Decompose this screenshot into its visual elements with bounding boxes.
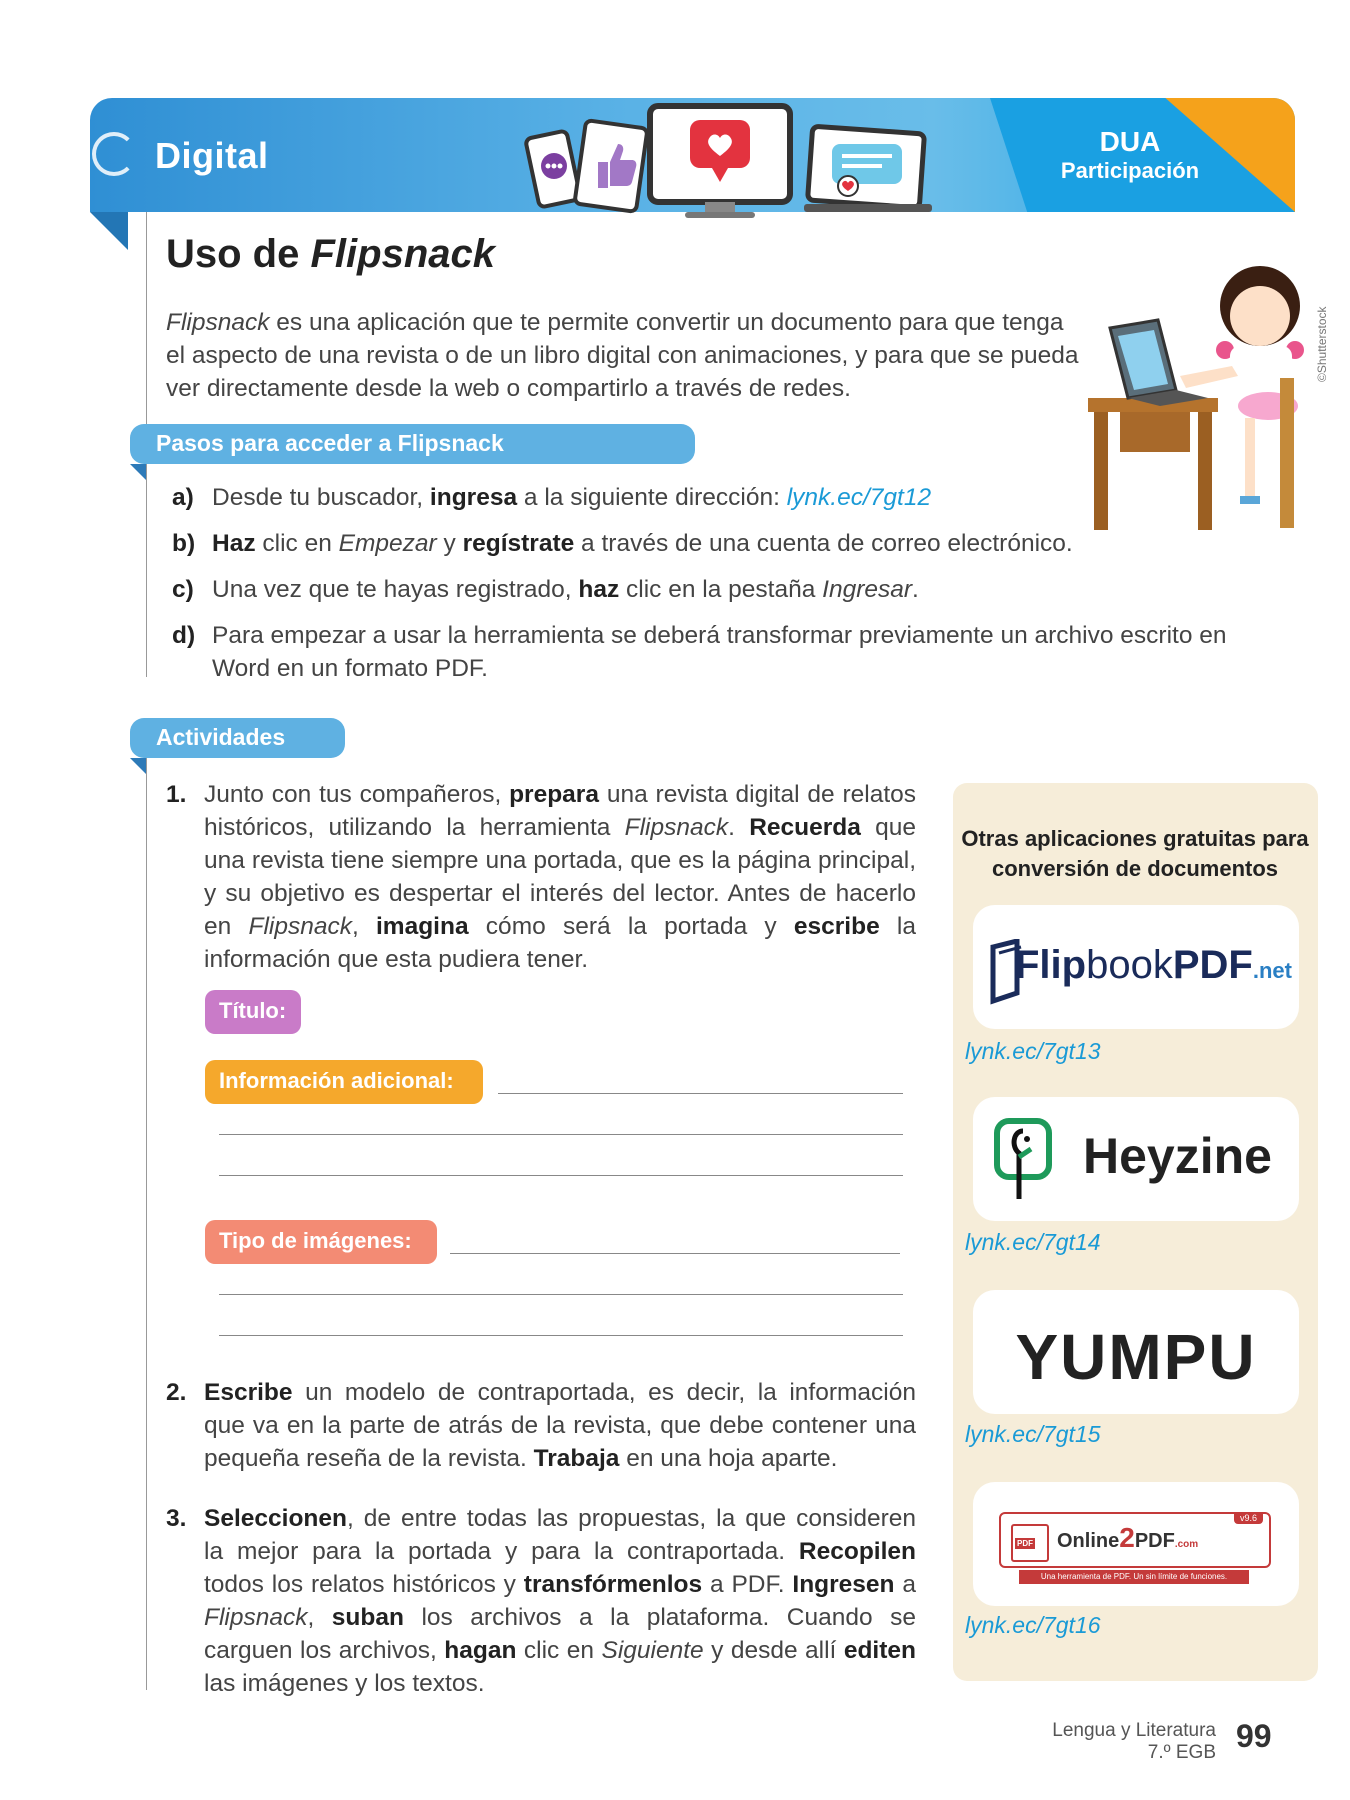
imagenes-label: Tipo de imágenes: bbox=[205, 1220, 437, 1264]
image-credit: ©Shutterstock bbox=[1315, 306, 1329, 382]
footer-grade: 7.º EGB bbox=[1147, 1742, 1216, 1763]
activity-2: 2. Escribe un modelo de contraportada, es decir, la información que va en la parte de atrás de la revista, que debe contener una pequeña reseña de la revista. Trabaja en una hoja aparte. bbox=[166, 1379, 916, 1472]
tablet-like-icon bbox=[574, 120, 647, 212]
info-label: Información adicional: bbox=[205, 1060, 483, 1104]
dua-subtitle: Participación bbox=[1060, 158, 1200, 183]
imagenes-answer-line[interactable] bbox=[219, 1335, 903, 1336]
heyzine-logo-card[interactable] bbox=[973, 1097, 1299, 1221]
footer-subject: Lengua y Literatura bbox=[1052, 1720, 1216, 1741]
social-devices-illustration bbox=[520, 100, 950, 222]
step-a: a) Desde tu buscador, ingresa a la siguiente dirección: lynk.ec/7gt12 bbox=[172, 484, 932, 511]
page-number: 99 bbox=[1236, 1718, 1272, 1754]
step-link[interactable]: lynk.ec/7gt12 bbox=[786, 484, 932, 511]
flipbookpdf-logo: FlipbookPDF.net bbox=[1015, 943, 1292, 987]
info-answer-line[interactable] bbox=[498, 1093, 903, 1094]
sidebar-title: Otras aplicaciones gratuitas para conversión de documentos bbox=[961, 826, 1309, 881]
titulo-label: Título: bbox=[205, 990, 301, 1034]
yumpu-logo: YUMPU bbox=[1015, 1321, 1257, 1393]
pill-fold-shape bbox=[130, 464, 146, 480]
monitor-heart-icon bbox=[650, 106, 790, 218]
activity-3: 3. Seleccionen, de entre todas las propuestas, la que consideren la mejor para la portada y para la contraportada. Recopilen todos los relatos históricos y transfórmenlos a PDF. Ingresen a Flipsnack, suban los archivos a la plataforma. Cuando se carguen los archivos, hagan clic en Siguiente y desde allí editen las imágenes y los textos. bbox=[166, 1505, 917, 1697]
flipbookpdf-logo-card[interactable] bbox=[973, 905, 1299, 1029]
section-c-icon bbox=[92, 132, 136, 176]
step-b: b) Haz clic en Empezar y regístrate a través de una cuenta de correo electrónico. bbox=[172, 530, 1073, 557]
online2pdf-tagline: Una herramienta de PDF. Un sin límite de funciones. bbox=[1019, 1570, 1249, 1584]
dua-title: DUA bbox=[1099, 126, 1161, 157]
step-c: c) Una vez que te hayas registrado, haz clic en la pestaña Ingresar. bbox=[172, 576, 919, 603]
imagenes-answer-line[interactable] bbox=[219, 1294, 903, 1295]
page-title: Uso de Flipsnack bbox=[166, 232, 495, 276]
margin-rule bbox=[146, 755, 147, 1690]
intro-paragraph: Flipsnack es una aplicación que te permite convertir un documento para que tenga el aspecto de una revista o de un libro digital con animaciones, y para que se pueda ver directamente desde la web o compartirlo a través de redes. bbox=[166, 309, 1079, 402]
online2pdf-link[interactable]: lynk.ec/7gt16 bbox=[965, 1612, 1101, 1638]
steps-heading: Pasos para acceder a Flipsnack bbox=[130, 424, 695, 464]
laptop-message-icon bbox=[804, 126, 932, 212]
heyzine-logo: Heyzine bbox=[1083, 1128, 1272, 1184]
heyzine-link[interactable]: lynk.ec/7gt14 bbox=[965, 1229, 1101, 1255]
activity-1: 1. Junto con tus compañeros, prepara una revista digital de relatos históricos, utilizando la herramienta Flipsnack. Recuerda que una revista tiene siempre una portada, que es la página principal, y su objetivo es despertar el interés del lector. Antes de hacerlo en Flipsnack, imagina cómo será la portada y escribe la información que esta pudiera tener. bbox=[166, 781, 917, 973]
yumpu-link[interactable]: lynk.ec/7gt15 bbox=[965, 1421, 1101, 1447]
info-answer-line[interactable] bbox=[219, 1175, 903, 1176]
pill-fold-shape bbox=[130, 758, 146, 774]
flipbookpdf-link[interactable]: lynk.ec/7gt13 bbox=[965, 1038, 1101, 1064]
activities-heading: Actividades bbox=[130, 718, 345, 758]
online2pdf-logo-card[interactable] bbox=[973, 1482, 1299, 1606]
step-d: d) Para empezar a usar la herramienta se deberá transformar previamente un archivo escrito en Word en un formato PDF. bbox=[172, 622, 1227, 682]
banner-fold-shape bbox=[90, 212, 128, 250]
yumpu-logo-card[interactable] bbox=[973, 1290, 1299, 1414]
section-name: Digital bbox=[155, 135, 269, 176]
pdf-file-icon: PDF bbox=[1011, 1524, 1049, 1562]
version-badge: v9.6 bbox=[1234, 1512, 1263, 1524]
heyzine-icon bbox=[993, 1117, 1053, 1207]
phone-chat-icon bbox=[525, 130, 581, 207]
imagenes-answer-line[interactable] bbox=[450, 1253, 900, 1254]
info-answer-line[interactable] bbox=[219, 1134, 903, 1135]
online2pdf-logo: PDF Online2PDF.com v9.6 bbox=[999, 1512, 1271, 1568]
